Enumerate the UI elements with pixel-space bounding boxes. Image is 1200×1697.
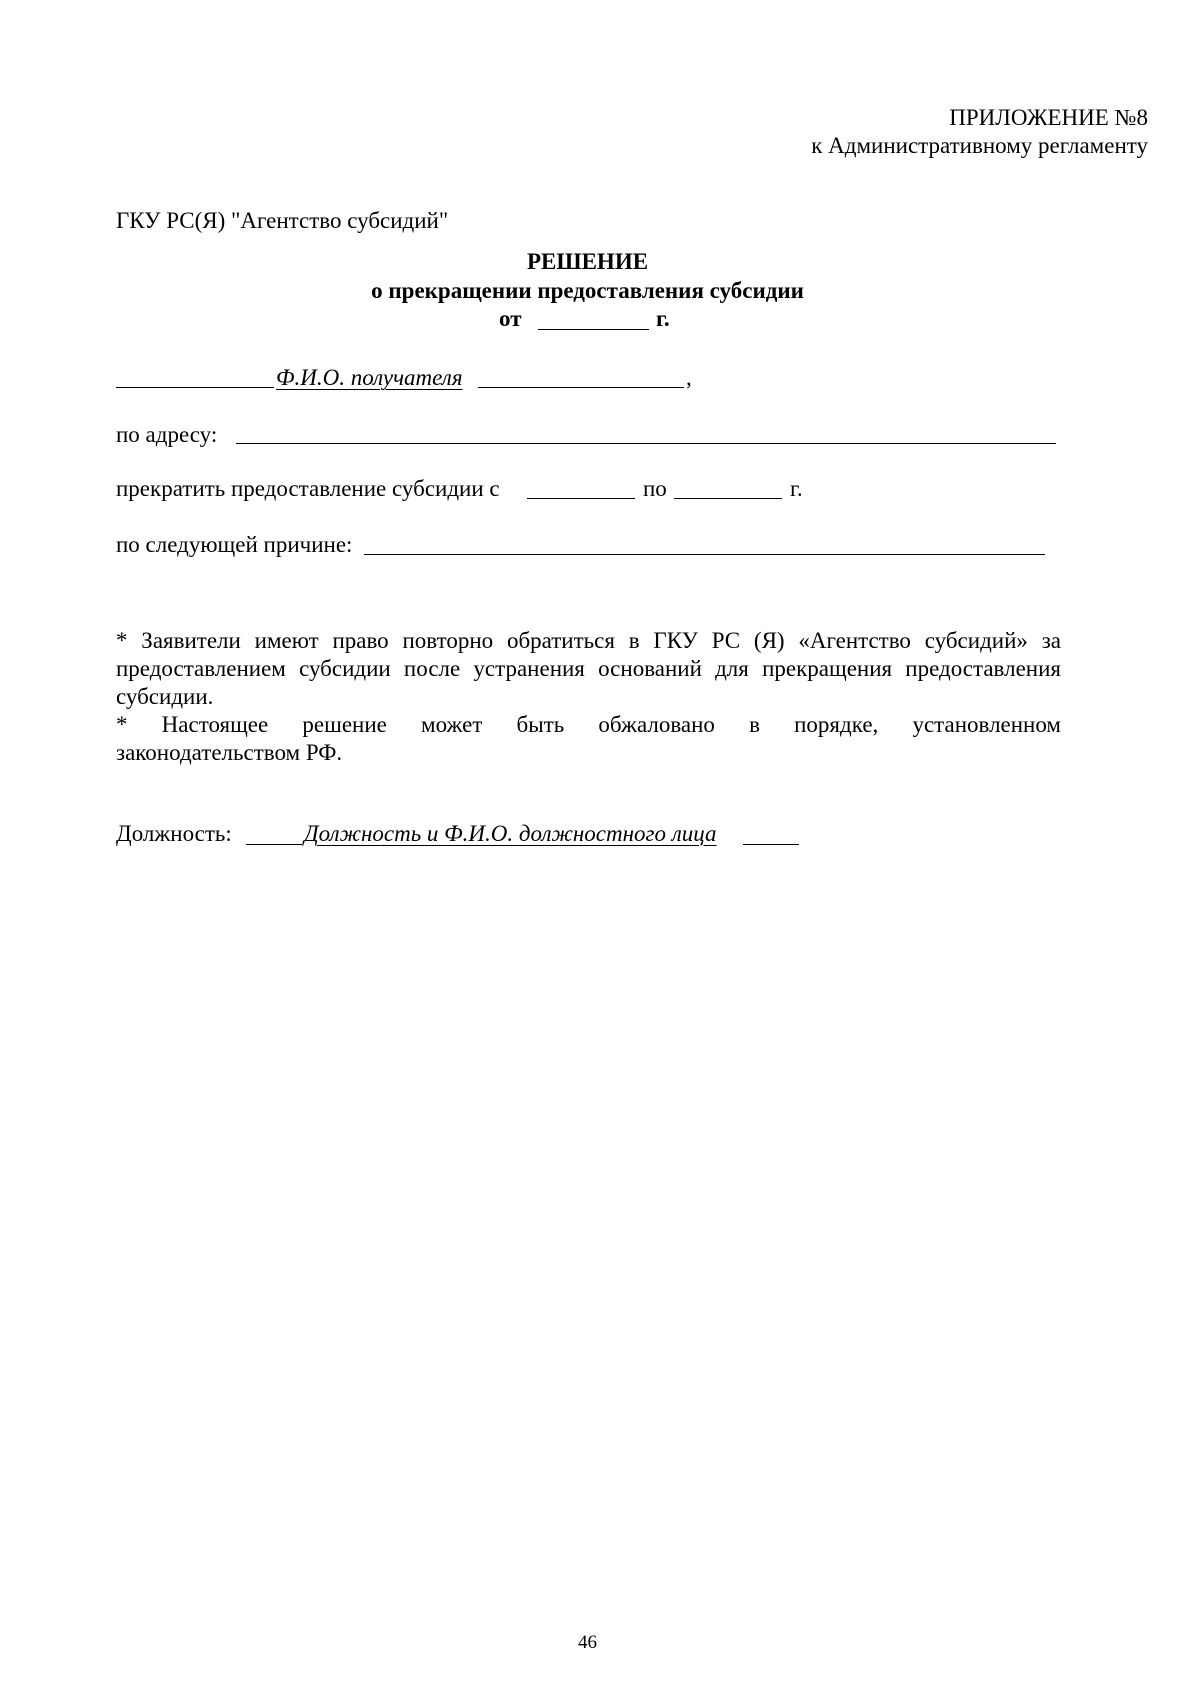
address-label: по адресу: [116,422,218,447]
terminate-to-line[interactable] [674,498,782,499]
organization-name: ГКУ РС(Я) "Агентство субсидий" [116,208,449,233]
recipient-line-right[interactable] [478,387,684,388]
reason-label: по следующей причине: [116,532,353,557]
note-2-line-2: законодательством РФ. [116,740,343,765]
signature-placeholder[interactable]: Должность и Ф.И.О. должностного лица [304,821,717,846]
signature-line-left[interactable] [246,844,302,845]
note-1-line-2: предоставлением субсидии после устранения оснований для прекращения предоставления [116,656,1061,681]
signature-line-right[interactable] [743,844,799,845]
appendix-title: ПРИЛОЖЕНИЕ №8 [949,105,1148,130]
reason-line[interactable] [364,554,1045,555]
terminate-to-label: по [643,476,667,501]
page-number: 46 [578,1632,597,1653]
terminate-suffix: г. [790,476,803,501]
note-1-line-1: * Заявители имеют право повторно обратиться в ГКУ РС (Я) «Агентство субсидий» за [116,628,1061,653]
terminate-label: прекратить предоставление субсидии с [116,476,500,501]
note-2-line-1: * Настоящее решение может быть обжаловано в порядке, установленном [116,712,1061,737]
date-suffix: г. [656,306,670,331]
terminate-from-line[interactable] [527,498,635,499]
date-prefix: от [499,306,522,331]
appendix-subtitle: к Административному регламенту [811,133,1148,158]
document-title: РЕШЕНИЕ [526,249,649,274]
position-label: Должность: [116,821,232,846]
recipient-line-left[interactable] [116,387,274,388]
note-1-line-3: субсидии. [116,684,214,709]
recipient-placeholder[interactable]: Ф.И.О. получателя [276,365,463,390]
decision-date-line[interactable] [538,329,649,330]
document-subtitle: о прекращении предоставления субсидии [371,278,804,303]
recipient-comma: , [686,365,692,390]
address-line[interactable] [236,443,1056,444]
